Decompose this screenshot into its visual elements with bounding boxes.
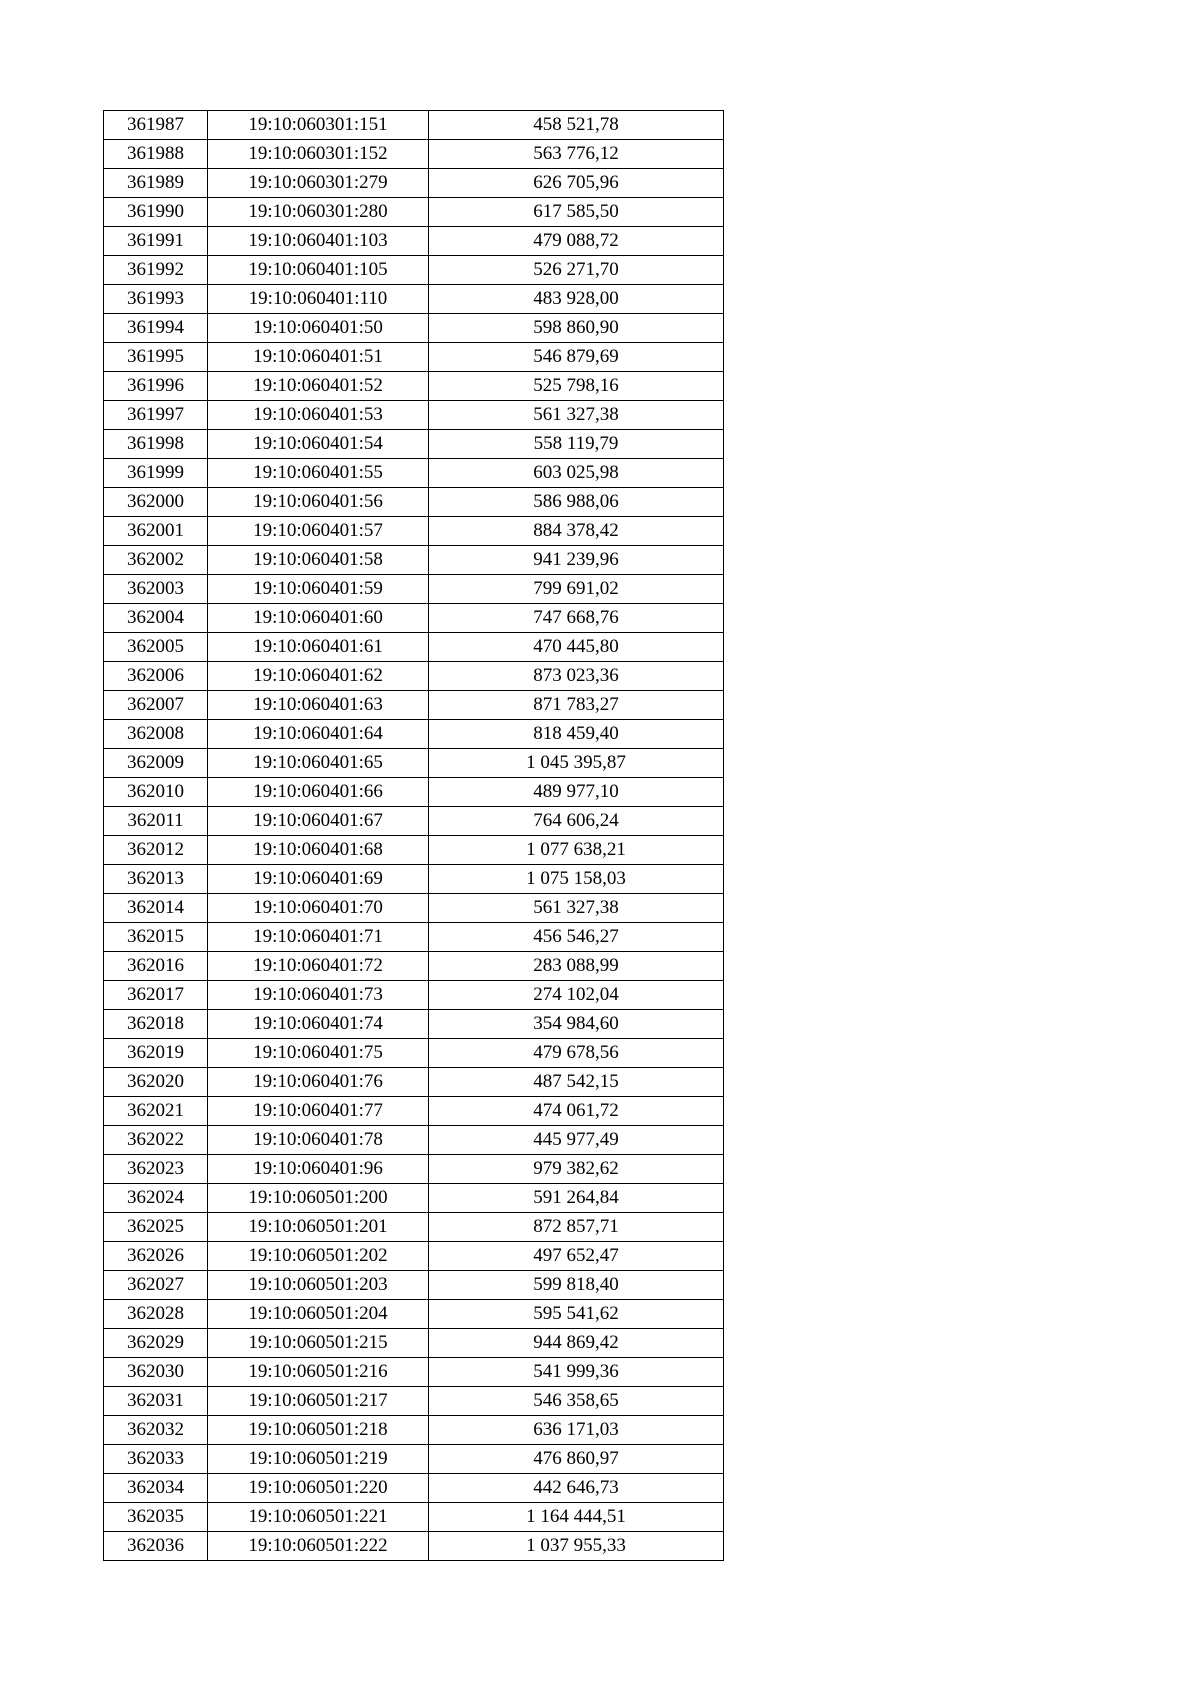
cadastral-value-cell: 598 860,90	[429, 314, 724, 343]
cadastral-value-cell: 525 798,16	[429, 372, 724, 401]
cadastral-number-cell: 19:10:060401:64	[208, 720, 429, 749]
cadastral-value-cell: 458 521,78	[429, 111, 724, 140]
cadastral-number-cell: 19:10:060401:52	[208, 372, 429, 401]
row-number-cell: 362020	[104, 1068, 208, 1097]
table-body	[104, 111, 724, 1561]
cadastral-value-cell: 873 023,36	[429, 662, 724, 691]
row-number-cell: 362025	[104, 1213, 208, 1242]
cadastral-value-cell: 1 075 158,03	[429, 865, 724, 894]
table-row	[104, 546, 724, 575]
row-number-cell: 361992	[104, 256, 208, 285]
row-number-cell: 362021	[104, 1097, 208, 1126]
cadastral-value-cell: 445 977,49	[429, 1126, 724, 1155]
row-number-cell: 362016	[104, 952, 208, 981]
cadastral-value-cell: 1 045 395,87	[429, 749, 724, 778]
table-row	[104, 1184, 724, 1213]
row-number-cell: 362001	[104, 517, 208, 546]
row-number-cell: 362009	[104, 749, 208, 778]
cadastral-value-cell: 442 646,73	[429, 1474, 724, 1503]
cadastral-number-cell: 19:10:060401:62	[208, 662, 429, 691]
cadastral-number-cell: 19:10:060401:69	[208, 865, 429, 894]
cadastral-number-cell: 19:10:060501:218	[208, 1416, 429, 1445]
cadastral-value-cell: 1 164 444,51	[429, 1503, 724, 1532]
table-row	[104, 604, 724, 633]
cadastral-number-cell: 19:10:060401:105	[208, 256, 429, 285]
table-row	[104, 343, 724, 372]
cadastral-number-cell: 19:10:060401:74	[208, 1010, 429, 1039]
row-number-cell: 362036	[104, 1532, 208, 1561]
cadastral-value-cell: 636 171,03	[429, 1416, 724, 1445]
cadastral-number-cell: 19:10:060401:50	[208, 314, 429, 343]
row-number-cell: 362011	[104, 807, 208, 836]
cadastral-number-cell: 19:10:060501:220	[208, 1474, 429, 1503]
row-number-cell: 362012	[104, 836, 208, 865]
cadastral-value-cell: 747 668,76	[429, 604, 724, 633]
table-row	[104, 517, 724, 546]
cadastral-value-cell: 479 088,72	[429, 227, 724, 256]
table-row	[104, 691, 724, 720]
table-row	[104, 1010, 724, 1039]
row-number-cell: 362017	[104, 981, 208, 1010]
cadastral-number-cell: 19:10:060401:77	[208, 1097, 429, 1126]
cadastral-value-cell: 591 264,84	[429, 1184, 724, 1213]
table-row	[104, 894, 724, 923]
cadastral-number-cell: 19:10:060401:71	[208, 923, 429, 952]
cadastral-number-cell: 19:10:060501:217	[208, 1387, 429, 1416]
cadastral-number-cell: 19:10:060401:56	[208, 488, 429, 517]
row-number-cell: 361987	[104, 111, 208, 140]
table-row	[104, 662, 724, 691]
cadastral-number-cell: 19:10:060501:221	[208, 1503, 429, 1532]
table-row	[104, 1068, 724, 1097]
row-number-cell: 361997	[104, 401, 208, 430]
cadastral-value-cell: 483 928,00	[429, 285, 724, 314]
table-row	[104, 198, 724, 227]
cadastral-number-cell: 19:10:060401:53	[208, 401, 429, 430]
cadastral-number-cell: 19:10:060401:70	[208, 894, 429, 923]
cadastral-value-cell: 487 542,15	[429, 1068, 724, 1097]
table-row	[104, 314, 724, 343]
row-number-cell: 362030	[104, 1358, 208, 1387]
table-row	[104, 1445, 724, 1474]
row-number-cell: 362023	[104, 1155, 208, 1184]
cadastral-number-cell: 19:10:060501:222	[208, 1532, 429, 1561]
cadastral-number-cell: 19:10:060401:57	[208, 517, 429, 546]
cadastral-number-cell: 19:10:060501:219	[208, 1445, 429, 1474]
cadastral-number-cell: 19:10:060401:51	[208, 343, 429, 372]
table-row	[104, 169, 724, 198]
table-row	[104, 459, 724, 488]
table-row	[104, 749, 724, 778]
table-row	[104, 1474, 724, 1503]
cadastral-value-cell: 476 860,97	[429, 1445, 724, 1474]
cadastral-number-cell: 19:10:060401:75	[208, 1039, 429, 1068]
cadastral-value-cell: 799 691,02	[429, 575, 724, 604]
table-row	[104, 401, 724, 430]
row-number-cell: 362028	[104, 1300, 208, 1329]
cadastral-value-cell: 474 061,72	[429, 1097, 724, 1126]
row-number-cell: 361995	[104, 343, 208, 372]
cadastral-number-cell: 19:10:060501:200	[208, 1184, 429, 1213]
cadastral-value-cell: 546 358,65	[429, 1387, 724, 1416]
row-number-cell: 362005	[104, 633, 208, 662]
row-number-cell: 362003	[104, 575, 208, 604]
cadastral-number-cell: 19:10:060401:78	[208, 1126, 429, 1155]
table-row	[104, 1503, 724, 1532]
row-number-cell: 362010	[104, 778, 208, 807]
row-number-cell: 361999	[104, 459, 208, 488]
cadastral-value-cell: 595 541,62	[429, 1300, 724, 1329]
cadastral-value-cell: 283 088,99	[429, 952, 724, 981]
row-number-cell: 361991	[104, 227, 208, 256]
cadastral-value-cell: 1 037 955,33	[429, 1532, 724, 1561]
cadastral-number-cell: 19:10:060401:58	[208, 546, 429, 575]
cadastral-number-cell: 19:10:060401:65	[208, 749, 429, 778]
cadastral-value-cell: 456 546,27	[429, 923, 724, 952]
cadastral-value-cell: 354 984,60	[429, 1010, 724, 1039]
table-row	[104, 430, 724, 459]
row-number-cell: 362007	[104, 691, 208, 720]
table-row	[104, 923, 724, 952]
row-number-cell: 362024	[104, 1184, 208, 1213]
table-row	[104, 1097, 724, 1126]
row-number-cell: 361998	[104, 430, 208, 459]
row-number-cell: 362034	[104, 1474, 208, 1503]
table-row	[104, 111, 724, 140]
cadastral-number-cell: 19:10:060401:63	[208, 691, 429, 720]
cadastral-value-cell: 979 382,62	[429, 1155, 724, 1184]
cadastral-number-cell: 19:10:060401:72	[208, 952, 429, 981]
cadastral-value-cell: 274 102,04	[429, 981, 724, 1010]
cadastral-number-cell: 19:10:060401:61	[208, 633, 429, 662]
table-row	[104, 865, 724, 894]
cadastral-value-cell: 1 077 638,21	[429, 836, 724, 865]
cadastral-value-cell: 944 869,42	[429, 1329, 724, 1358]
table-row	[104, 1300, 724, 1329]
row-number-cell: 362033	[104, 1445, 208, 1474]
table-row	[104, 1358, 724, 1387]
row-number-cell: 362004	[104, 604, 208, 633]
row-number-cell: 362006	[104, 662, 208, 691]
table-row	[104, 807, 724, 836]
cadastral-value-cell: 497 652,47	[429, 1242, 724, 1271]
row-number-cell: 361988	[104, 140, 208, 169]
row-number-cell: 362013	[104, 865, 208, 894]
row-number-cell: 362014	[104, 894, 208, 923]
table-row	[104, 1416, 724, 1445]
table-row	[104, 1039, 724, 1068]
row-number-cell: 362032	[104, 1416, 208, 1445]
table-row	[104, 1126, 724, 1155]
cadastral-value-cell: 599 818,40	[429, 1271, 724, 1300]
table-row	[104, 256, 724, 285]
cadastral-value-cell: 884 378,42	[429, 517, 724, 546]
cadastral-value-cell: 871 783,27	[429, 691, 724, 720]
table-row	[104, 720, 724, 749]
cadastral-number-cell: 19:10:060501:202	[208, 1242, 429, 1271]
row-number-cell: 362035	[104, 1503, 208, 1532]
table-row	[104, 227, 724, 256]
table-row	[104, 1271, 724, 1300]
table-row	[104, 575, 724, 604]
cadastral-value-cell: 479 678,56	[429, 1039, 724, 1068]
cadastral-number-cell: 19:10:060301:151	[208, 111, 429, 140]
row-number-cell: 362008	[104, 720, 208, 749]
cadastral-value-cell: 470 445,80	[429, 633, 724, 662]
cadastral-value-cell: 586 988,06	[429, 488, 724, 517]
cadastral-number-cell: 19:10:060401:96	[208, 1155, 429, 1184]
cadastral-number-cell: 19:10:060401:68	[208, 836, 429, 865]
cadastral-number-cell: 19:10:060301:152	[208, 140, 429, 169]
row-number-cell: 362018	[104, 1010, 208, 1039]
row-number-cell: 361996	[104, 372, 208, 401]
table-row	[104, 1155, 724, 1184]
table-row	[104, 836, 724, 865]
cadastral-number-cell: 19:10:060401:67	[208, 807, 429, 836]
table-row	[104, 981, 724, 1010]
cadastral-value-cell: 941 239,96	[429, 546, 724, 575]
cadastral-number-cell: 19:10:060401:55	[208, 459, 429, 488]
cadastral-value-cell: 872 857,71	[429, 1213, 724, 1242]
row-number-cell: 362002	[104, 546, 208, 575]
cadastral-value-cell: 541 999,36	[429, 1358, 724, 1387]
cadastral-number-cell: 19:10:060401:60	[208, 604, 429, 633]
row-number-cell: 362022	[104, 1126, 208, 1155]
cadastral-number-cell: 19:10:060401:103	[208, 227, 429, 256]
cadastral-value-cell: 603 025,98	[429, 459, 724, 488]
row-number-cell: 362027	[104, 1271, 208, 1300]
row-number-cell: 361994	[104, 314, 208, 343]
cadastral-value-table	[103, 110, 724, 1561]
cadastral-number-cell: 19:10:060301:280	[208, 198, 429, 227]
table-row	[104, 372, 724, 401]
table-row	[104, 952, 724, 981]
cadastral-number-cell: 19:10:060401:110	[208, 285, 429, 314]
table-row	[104, 488, 724, 517]
cadastral-value-cell: 561 327,38	[429, 401, 724, 430]
row-number-cell: 362031	[104, 1387, 208, 1416]
table-row	[104, 1532, 724, 1561]
table-row	[104, 778, 724, 807]
cadastral-number-cell: 19:10:060501:201	[208, 1213, 429, 1242]
cadastral-number-cell: 19:10:060501:203	[208, 1271, 429, 1300]
cadastral-number-cell: 19:10:060401:66	[208, 778, 429, 807]
cadastral-value-cell: 563 776,12	[429, 140, 724, 169]
cadastral-value-cell: 546 879,69	[429, 343, 724, 372]
cadastral-value-cell: 561 327,38	[429, 894, 724, 923]
row-number-cell: 362026	[104, 1242, 208, 1271]
row-number-cell: 362000	[104, 488, 208, 517]
cadastral-number-cell: 19:10:060501:215	[208, 1329, 429, 1358]
table-row	[104, 1213, 724, 1242]
row-number-cell: 362019	[104, 1039, 208, 1068]
cadastral-value-cell: 558 119,79	[429, 430, 724, 459]
row-number-cell: 361990	[104, 198, 208, 227]
table-row	[104, 285, 724, 314]
cadastral-value-cell: 764 606,24	[429, 807, 724, 836]
row-number-cell: 361989	[104, 169, 208, 198]
cadastral-value-cell: 526 271,70	[429, 256, 724, 285]
cadastral-number-cell: 19:10:060401:73	[208, 981, 429, 1010]
row-number-cell: 362015	[104, 923, 208, 952]
table-row	[104, 140, 724, 169]
cadastral-value-cell: 818 459,40	[429, 720, 724, 749]
cadastral-number-cell: 19:10:060501:204	[208, 1300, 429, 1329]
table-row	[104, 1387, 724, 1416]
row-number-cell: 361993	[104, 285, 208, 314]
cadastral-number-cell: 19:10:060301:279	[208, 169, 429, 198]
cadastral-number-cell: 19:10:060401:76	[208, 1068, 429, 1097]
cadastral-number-cell: 19:10:060501:216	[208, 1358, 429, 1387]
cadastral-number-cell: 19:10:060401:59	[208, 575, 429, 604]
table-row	[104, 1242, 724, 1271]
table-row	[104, 633, 724, 662]
cadastral-number-cell: 19:10:060401:54	[208, 430, 429, 459]
row-number-cell: 362029	[104, 1329, 208, 1358]
cadastral-value-cell: 617 585,50	[429, 198, 724, 227]
cadastral-value-cell: 626 705,96	[429, 169, 724, 198]
cadastral-value-cell: 489 977,10	[429, 778, 724, 807]
table-row	[104, 1329, 724, 1358]
